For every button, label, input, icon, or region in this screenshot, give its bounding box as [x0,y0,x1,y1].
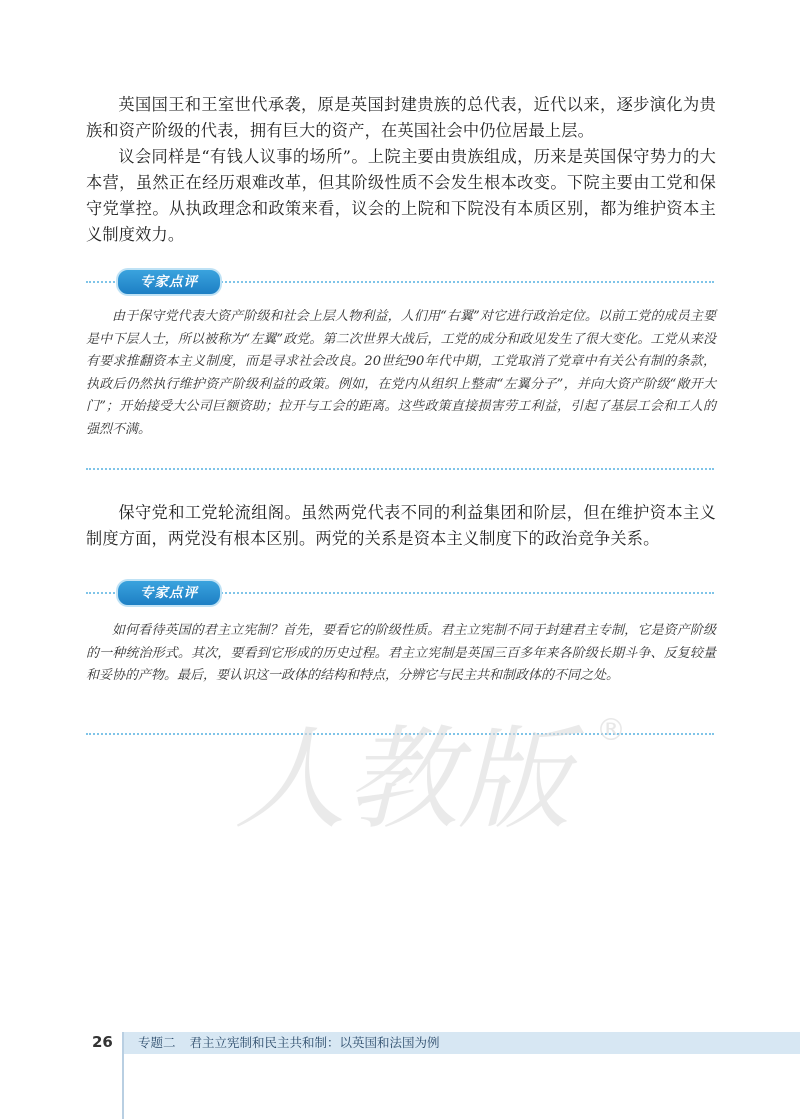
footer-title: 君主立宪制和民主共和制：以英国和法国为例 [189,1035,440,1050]
expert-comment-badge-1: 专家点评 [116,268,222,296]
footer-margin-line [122,1032,124,1119]
footer-topic: 专题二 [138,1035,176,1050]
watermark-text: 人教版 [234,715,570,840]
body-paragraph-2: 议会同样是“有钱人议事的场所”。上院主要由贵族组成，历来是英国保守势力的大本营，虽然正在经历艰难改革，但其阶级性质不会发生根本改变。下院主要由工党和保守党掌控。从执政理念和政策来看，议会的上院和下院没有本质区别，都为维护资本主义制度效力。 [86,147,716,244]
expert-comment-1-text: 由于保守党代表大资产阶级和社会上层人物利益，人们用“右翼”对它进行政治定位。以前工党的成员主要是中下层人士，所以被称为“左翼”政党。第二次世界大战后，工党的成分和政见发生了很大变化。工党从来没有要求推翻资本主义制度，而是寻求社会改良。20世纪90年代中期，工党取消了党章中有关公有制的条款，执政后仍然执行维护资产阶级利益的政策。例如，在党内从组织上整肃“左翼分子”，并向大资产阶级“敞开大门”；开始接受大公司巨额资助；拉开与工会的距离。这些政策直接损害劳工利益，引起了基层工会和工人的强烈不满。 [86,309,716,437]
expert-comment-2-text: 如何看待英国的君主立宪制？首先，要看它的阶级性质。君主立宪制不同于封建君主专制，它是资产阶级的一种统治形式。其次，要看到它形成的历史过程。君主立宪制是英国三百多年来各阶级长期斗争、反复较量和妥协的产物。最后，要认识这一政体的结构和特点，分辨它与民主共和制政体的不同之处。 [86,623,716,683]
publisher-watermark-logo [224,700,644,840]
page-number: 26 [92,1033,113,1051]
expert-comment-badge-2: 专家点评 [116,579,222,607]
body-paragraph-1: 英国国王和王室世代承袭，原是英国封建贵族的总代表，近代以来，逐步演化为贵族和资产阶级的代表，拥有巨大的资产，在英国社会中仍位居最上层。 [86,95,716,140]
watermark-registered-mark: ® [596,713,626,748]
running-footer [138,1034,440,1052]
body-paragraph-3: 保守党和工党轮流组阁。虽然两党代表不同的利益集团和阶层，但在维护资本主义制度方面，两党没有根本区别。两党的关系是资本主义制度下的政治竞争关系。 [86,503,716,548]
comment-1-bottom-divider [86,468,714,470]
